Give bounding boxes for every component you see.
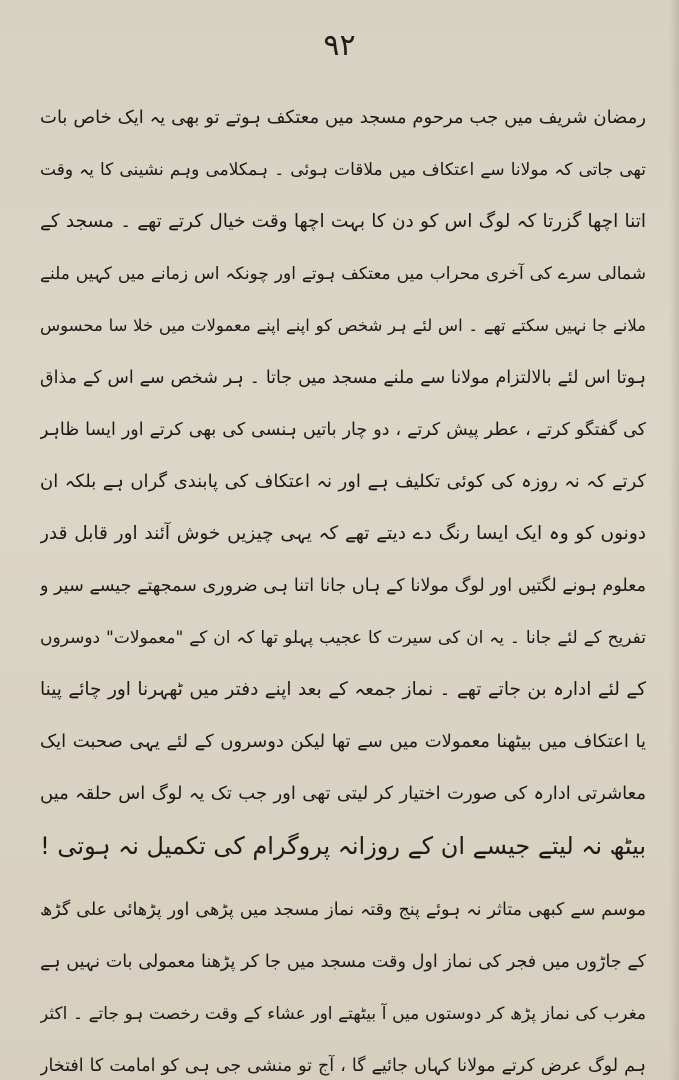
page-number: ۹۲ [323, 28, 356, 63]
text-line: مغرب کی نماز پڑھ کر دوستوں میں آ بیٹھتے اور عشاء کے وقت رخصت ہو جاتے ۔ اکثر [40, 1004, 646, 1024]
text-line: معاشرتی ادارہ کی صورت اختیار کر لیتی تھی اور جب تک یہ لوگ اس حلقہ میں [40, 783, 646, 804]
text-line: دونوں کو وہ ایک ایسا رنگ دے دیتے تھے کہ یہی چیزیں خوش آئند اور قابل قدر [40, 523, 646, 544]
text-line: معلوم ہونے لگتیں اور لوگ مولانا کے ہاں جانا اتنا ہی ضروری سمجھتے جیسے سیر و [40, 576, 646, 596]
text-line: موسم سے کبھی متاثر نہ ہوئے پنج وقتہ نماز مسجد میں پڑھی اور پڑھائی علی گڑھ [40, 900, 646, 920]
text-line: ہم لوگ عرض کرتے مولانا کہاں جائیے گا ، آج تو منشی جی ہی کو امامت کا افتخار [40, 1056, 646, 1076]
page-edge-shadow [669, 0, 679, 1080]
text-line: تفریح کے لئے جانا ۔ یہ ان کی سیرت کا عجیب پہلو تھا کہ ان کے "معمولات" دوسروں [40, 628, 646, 648]
text-line: بیٹھ نہ لیتے جیسے ان کے روزانہ پروگرام کی تکمیل نہ ہوتی ! [40, 832, 646, 860]
text-line: تھی جاتی کہ مولانا سے اعتکاف میں ملاقات ہوئی ۔ ہمکلامی وہم نشینی کا یہ وقت [40, 160, 646, 180]
text-line: کرتے کہ نہ روزہ کی کوئی تکلیف ہے اور نہ اعتکاف کی پابندی گراں ہے بلکہ ان [40, 471, 646, 492]
text-line: رمضان شریف میں جب مرحوم مسجد میں معتکف ہوتے تو بھی یہ ایک خاص بات [40, 107, 646, 128]
text-line: شمالی سرے کی آخری محراب میں معتکف ہوتے اور چونکہ اس زمانے میں کہیں ملنے [40, 264, 646, 284]
text-line: اتنا اچھا گزرتا کہ لوگ اس کو دن کا بہت اچھا وقت خیال کرتے تھے ۔ مسجد کے [40, 211, 646, 232]
text-line: کے لئے ادارہ بن جاتے تھے ۔ نماز جمعہ کے بعد اپنے دفتر میں ٹھہرنا اور چائے پینا [40, 679, 646, 700]
text-line: ملانے جا نہیں سکتے تھے ۔ اس لئے ہر شخص کو اپنے اپنے معمولات میں خلا سا محسوس [40, 316, 646, 335]
page-text [40, 92, 646, 1080]
text-line: یا اعتکاف میں بیٹھنا معمولات میں سے تھا لیکن دوسروں کے لئے یہی صحبت ایک [40, 731, 646, 752]
text-line: کی گفتگو کرتے ، عطر پیش کرتے ، دو چار باتیں ہنسی کی بھی کرتے اور ایسا ظاہر [40, 420, 646, 440]
paragraph-gap [40, 872, 646, 884]
text-line: ہوتا اس لئے بالالتزام مولانا سے ملنے مسجد میں جاتا ۔ ہر شخص سے اس کے مذاق [40, 368, 646, 388]
text-line: کے جاڑوں میں فجر کی نماز اول وقت مسجد میں جا کر پڑھنا معمولی بات نہیں ہے [40, 952, 646, 972]
